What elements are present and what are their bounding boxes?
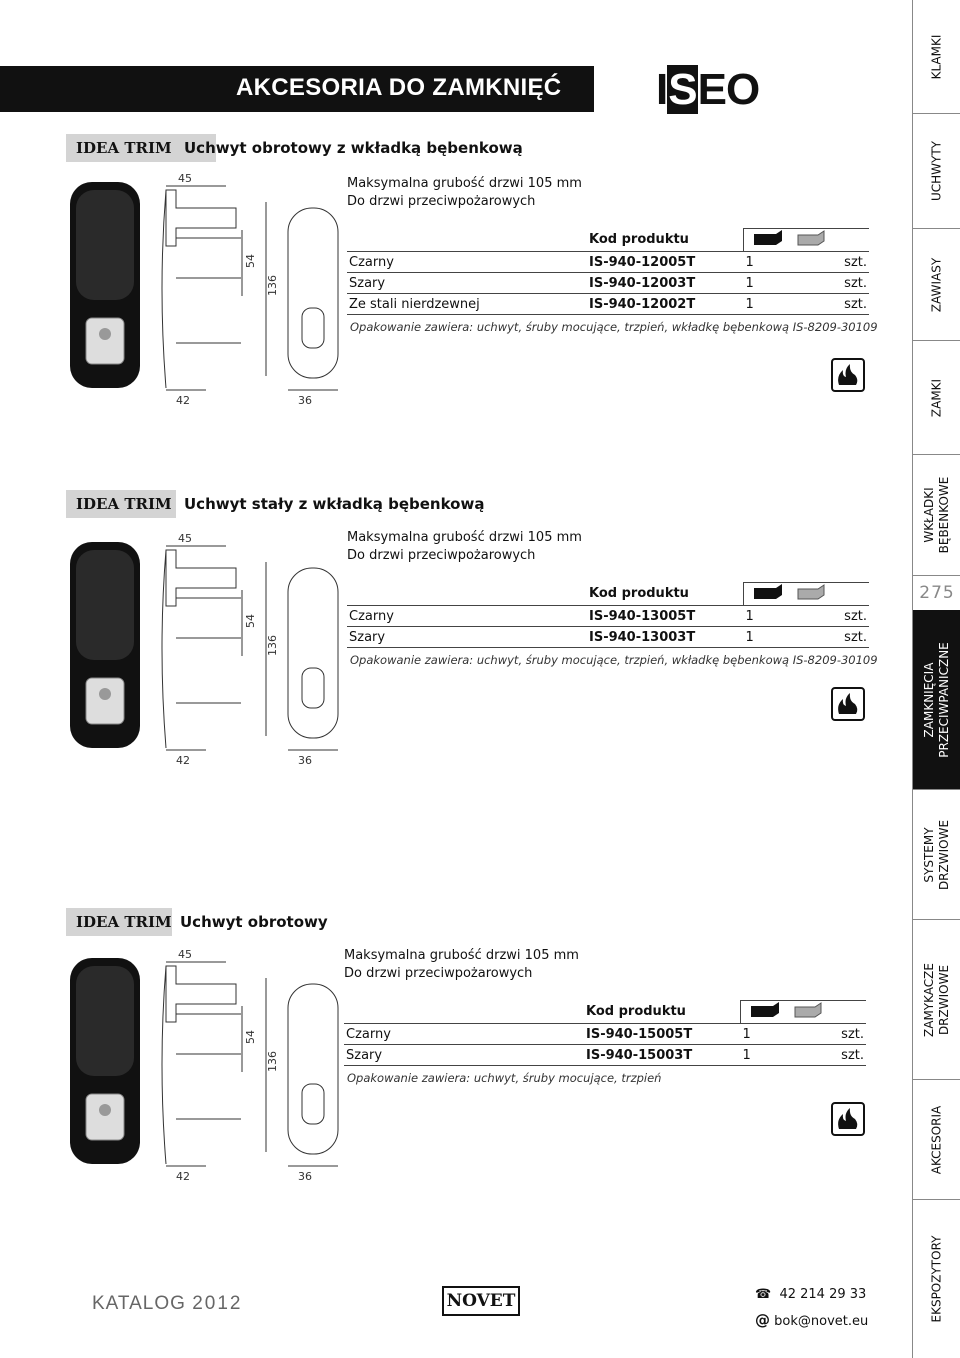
black-finish-icon xyxy=(751,1002,779,1017)
keyhole xyxy=(99,1104,111,1116)
grey-finish-icon xyxy=(798,585,824,599)
material-icons xyxy=(741,1001,867,1024)
dim-label: 136 xyxy=(266,275,279,296)
tab-zawiasy[interactable]: ZAWIASY xyxy=(913,229,960,341)
profile-outline xyxy=(162,190,166,388)
fire-rated-icon xyxy=(831,687,865,725)
product-table xyxy=(347,228,869,315)
handle-grip xyxy=(76,190,134,300)
spec-fire: Do drzwi przeciwpożarowych xyxy=(344,966,533,981)
section-badge: IDEA TRIM xyxy=(66,134,216,162)
table-row: Ze stali nierdzewnej IS-940-12002T 1 szt. xyxy=(347,294,869,315)
table-row: Czarny IS-940-12005T 1 szt. xyxy=(347,252,869,273)
code-header: Kod produktu xyxy=(584,1001,741,1024)
phone-icon: ☎ xyxy=(755,1287,772,1302)
dim-label: 54 xyxy=(244,614,257,628)
product-drawing xyxy=(66,528,356,772)
code-header: Kod produktu xyxy=(587,229,744,252)
dim-label: 42 xyxy=(176,1170,190,1183)
package-note: Opakowanie zawiera: uchwyt, śruby mocujące, trzpień, wkładkę bębenkową IS-8209-30109 xyxy=(350,653,878,667)
handle-grip xyxy=(76,966,134,1076)
dim-label: 42 xyxy=(176,754,190,767)
profile-outline xyxy=(162,966,166,1164)
tab-wkladki[interactable]: WKŁADKI BĘBENKOWE xyxy=(913,455,960,576)
side-nav xyxy=(912,0,960,1358)
section-title: Uchwyt obrotowy z wkładką bębenkową xyxy=(184,139,523,157)
dim-label: 54 xyxy=(244,254,257,268)
tab-zamkniecia-przeciwpaniczne[interactable]: ZAMKNIĘCIA PRZECIWPANICZNE xyxy=(913,610,960,790)
material-swatch-icons xyxy=(743,1001,833,1019)
dim-label: 36 xyxy=(298,394,312,407)
tab-klamki[interactable]: KLAMKI xyxy=(913,0,960,114)
spec-thickness: Maksymalna grubość drzwi 105 mm xyxy=(344,948,579,963)
keyhole xyxy=(99,688,111,700)
table-row: Czarny IS-940-13005T 1 szt. xyxy=(347,606,869,627)
material-icons xyxy=(744,583,870,606)
page-number: 275 xyxy=(913,576,960,611)
dim-label: 45 xyxy=(178,172,192,185)
front-outline xyxy=(288,568,338,738)
front-outline xyxy=(288,984,338,1154)
section-title: Uchwyt obrotowy xyxy=(180,913,328,931)
dim-label: 45 xyxy=(178,948,192,961)
product-table xyxy=(347,582,869,648)
section-badge: IDEA TRIM xyxy=(66,908,172,936)
cylinder-cover xyxy=(86,678,124,724)
front-cylinder xyxy=(302,668,324,708)
handle-grip xyxy=(76,550,134,660)
product-drawing xyxy=(66,168,356,412)
material-swatch-icons xyxy=(746,229,836,247)
front-cylinder xyxy=(302,308,324,348)
table-row: Szary IS-940-13003T 1 szt. xyxy=(347,627,869,648)
black-finish-icon xyxy=(754,230,782,245)
phone-number: 42 214 29 33 xyxy=(779,1287,867,1302)
cylinder-cover xyxy=(86,1094,124,1140)
dim-label: 42 xyxy=(176,394,190,407)
dim-label: 45 xyxy=(178,532,192,545)
tab-uchwyty[interactable]: UCHWYTY xyxy=(913,114,960,229)
section-badge: IDEA TRIM xyxy=(66,490,176,518)
spec-thickness: Maksymalna grubość drzwi 105 mm xyxy=(347,530,582,545)
black-finish-icon xyxy=(754,584,782,599)
profile-outline xyxy=(162,550,166,748)
email-address[interactable]: bok@novet.eu xyxy=(774,1314,869,1329)
spec-fire: Do drzwi przeciwpożarowych xyxy=(347,548,536,563)
material-icons xyxy=(744,229,870,252)
page-title: AKCESORIA DO ZAMKNIĘĆ xyxy=(236,74,562,101)
dim-label: 36 xyxy=(298,754,312,767)
dim-label: 136 xyxy=(266,635,279,656)
tab-ekspozytory[interactable]: EKSPOZYTORY xyxy=(929,1235,944,1323)
iseo-logo: ISEO xyxy=(656,65,760,114)
material-swatch-icons xyxy=(746,583,836,601)
tab-zamykacze-drzwiowe[interactable]: ZAMYKACZE DRZWIOWE xyxy=(913,920,960,1080)
phone-line xyxy=(755,1287,866,1302)
fire-rated-icon xyxy=(831,1102,865,1140)
dim-label: 36 xyxy=(298,1170,312,1183)
spec-fire: Do drzwi przeciwpożarowych xyxy=(347,194,536,209)
product-drawing xyxy=(66,944,356,1188)
at-icon: @ xyxy=(755,1311,770,1329)
cylinder-cover xyxy=(86,318,124,364)
front-cylinder xyxy=(302,1084,324,1124)
table-row: Szary IS-940-12003T 1 szt. xyxy=(347,273,869,294)
fire-rated-icon xyxy=(831,358,865,396)
package-note: Opakowanie zawiera: uchwyt, śruby mocujące, trzpień xyxy=(347,1071,662,1085)
table-row: Szary IS-940-15003T 1 szt. xyxy=(344,1045,866,1066)
catalog-label: KATALOG 2012 xyxy=(92,1293,243,1314)
dim-label: 136 xyxy=(266,1051,279,1072)
grey-finish-icon xyxy=(795,1003,821,1017)
front-outline xyxy=(288,208,338,378)
tab-systemy-drzwiowe[interactable]: SYSTEMY DRZWIOWE xyxy=(913,790,960,920)
tab-zamki[interactable]: ZAMKI xyxy=(913,341,960,455)
spec-thickness: Maksymalna grubość drzwi 105 mm xyxy=(347,176,582,191)
novet-logo: NOVET xyxy=(442,1286,520,1316)
keyhole xyxy=(99,328,111,340)
grey-finish-icon xyxy=(798,231,824,245)
table-row: Czarny IS-940-15005T 1 szt. xyxy=(344,1024,866,1045)
tab-akcesoria[interactable]: AKCESORIA xyxy=(913,1080,960,1200)
email-line xyxy=(755,1311,868,1329)
package-note: Opakowanie zawiera: uchwyt, śruby mocujące, trzpień, wkładkę bębenkową IS-8209-30109 xyxy=(350,320,878,334)
product-table xyxy=(344,1000,866,1066)
code-header: Kod produktu xyxy=(587,583,744,606)
dim-label: 54 xyxy=(244,1030,257,1044)
section-title: Uchwyt stały z wkładką bębenkową xyxy=(184,495,485,513)
